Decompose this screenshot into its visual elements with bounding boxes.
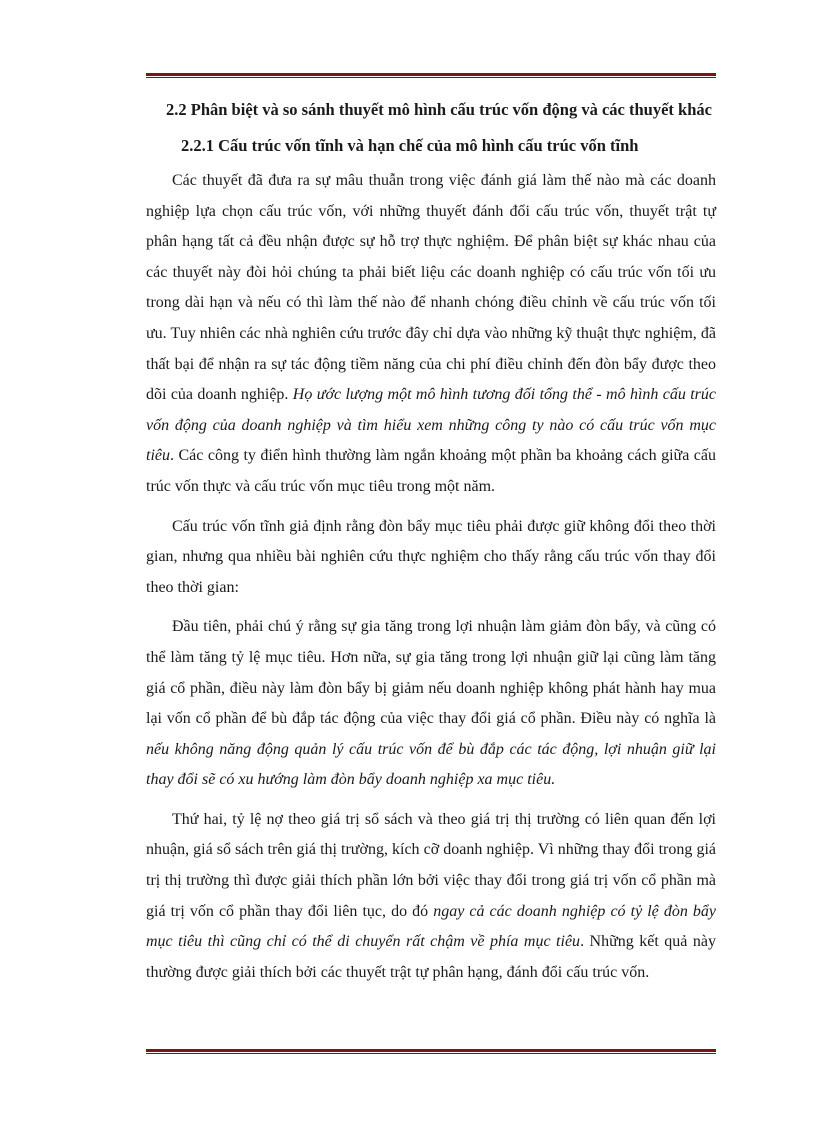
document-body <box>146 96 716 988</box>
paragraph-2 <box>146 512 716 604</box>
paragraph-text: Đầu tiên, phải chú ý rằng sự gia tăng trong lợi nhuận làm giảm đòn bẩy, và cũng có thể làm tăng tỷ lệ mục tiêu. Hơn nữa, sự gia tăng trong lợi nhuận giữ lại cũng làm tăng giá cổ phần, điều này làm đòn bẩy bị giảm nếu doanh nghiệp không phát hành hay mua lại vốn cổ phần để bù đắp tác động của việc thay đổi giá cổ phần. Điều này có nghĩa là <box>146 618 716 728</box>
paragraph-1 <box>146 166 716 503</box>
subsection-heading: 2.2.1 Cấu trúc vốn tĩnh và hạn chế của mô hình cấu trúc vốn tĩnh <box>181 136 639 155</box>
paragraph-text: Thứ hai, tỷ lệ nợ theo giá trị sổ sách và theo giá trị thị trường có liên quan đến lợi nhuận, giá sổ sách trên giá thị trường, kích cỡ doanh nghiệp. Vì những thay đổi trong giá trị thị trường thì được giải thích phần lớn bởi việc thay đổi trong giá trị vốn cổ phần mà giá trị vốn cổ phần thay đổi liên tục, do đó <box>146 810 716 920</box>
paragraph-italic-text: nếu không năng động quản lý cấu trúc vốn để bù đắp các tác động, lợi nhuận giữ lại thay đổi sẽ có xu hướng làm đòn bẩy doanh nghiệp xa mục tiêu. <box>146 740 716 789</box>
paragraph-text: Cấu trúc vốn tĩnh giả định rằng đòn bẩy mục tiêu phải được giữ không đổi theo thời gian, nhưng qua nhiều bài nghiên cứu thực nghiệm cho thấy rằng cấu trúc vốn thay đổi theo thời gian: <box>146 517 716 596</box>
paragraph-italic-text: ngay cả các doanh nghiệp có tỷ lệ đòn bẩy mục tiêu thì cũng chỉ có thể di chuyển rất chậm về phía mục tiêu <box>146 902 716 951</box>
top-border-rule <box>146 73 716 79</box>
paragraph-4 <box>146 805 716 989</box>
paragraph-3 <box>146 612 716 796</box>
bottom-border-rule <box>146 1049 716 1055</box>
paragraph-text: . Các công ty điển hình thường làm ngắn khoảng một phần ba khoảng cách giữa cấu trúc vốn thực và cấu trúc vốn mục tiêu trong một năm. <box>146 447 716 495</box>
paragraph-italic-text: Họ ước lượng một mô hình tương đối tổng thể - mô hình cấu trúc vốn động của doanh nghiệp và tìm hiểu xem những công ty nào có cấu trúc vốn mục tiêu <box>146 386 717 465</box>
paragraph-text: Các thuyết đã đưa ra sự mâu thuẫn trong việc đánh giá làm thế nào mà các doanh nghiệp lựa chọn cấu trúc vốn, với những thuyết đánh đổi cấu trúc vốn, thuyết trật tự phân hạng tất cả đều nhận được sự hỗ trợ thực nghiệm. Để phân biệt sự khác nhau của các thuyết này đòi hỏi chúng ta phải biết liệu các doanh nghiệp có cấu trúc vốn tối ưu trong dài hạn và nếu có thì làm thế nào để nhanh chóng điều chỉnh về cấu trúc vốn tối ưu. Tuy nhiên các nhà nghiên cứu trước đây chỉ dựa vào những kỹ thuật thực nghiệm, đã thất bại để nhận ra sự tác động tiềm năng của chi phí điều chỉnh đến đòn bẩy được theo dõi của doanh nghiệp. <box>146 172 716 404</box>
paragraph-text: . Những kết quả này thường được giải thích bởi các thuyết trật tự phân hạng, đánh đổi cấu trúc vốn. <box>146 933 716 981</box>
section-heading: 2.2 Phân biệt và so sánh thuyết mô hình cấu trúc vốn động và các thuyết khác <box>166 100 712 119</box>
